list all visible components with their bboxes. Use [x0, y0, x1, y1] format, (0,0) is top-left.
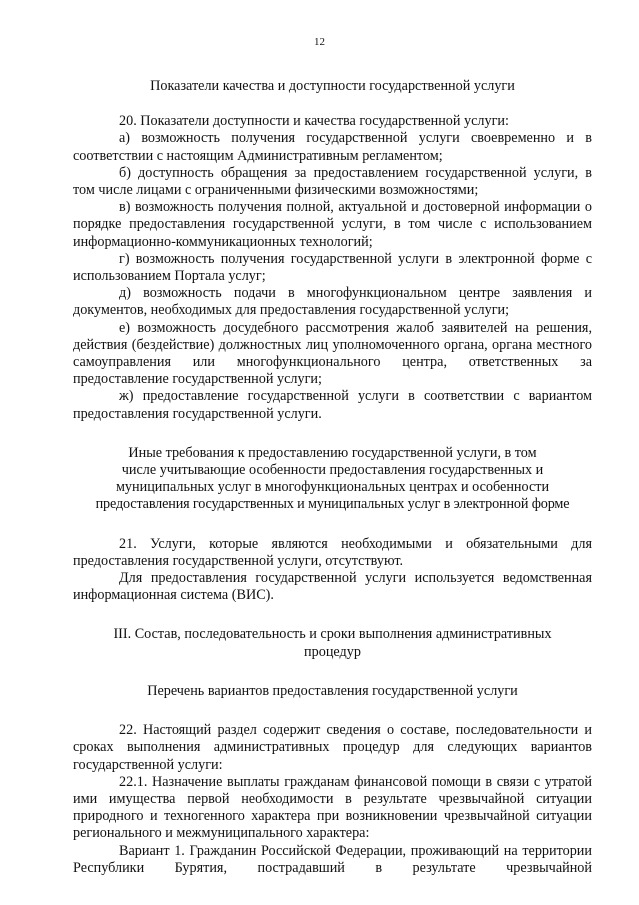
heading-section-3-line: процедур — [304, 643, 361, 660]
heading-section-3-line: III. Состав, последовательность и сроки выполнения административных — [113, 626, 552, 643]
paragraph-20-b: б) доступность обращения за предоставлением государственной услуги, в том числе лицами с ограниченными физическими возможностями; — [73, 164, 592, 199]
heading-other-requirements — [73, 445, 592, 514]
paragraph-21-vis: Для предоставления государственной услуги используется ведомственная информационная система (ВИС). — [73, 570, 592, 604]
paragraph-20-d: д) возможность подачи в многофункциональном центре заявления и документов, необходимых для предоставления государственной услуги; — [73, 285, 592, 319]
document-body — [73, 78, 592, 877]
heading-other-line: муниципальных услуг в многофункциональных центрах и особенности — [115, 479, 550, 496]
heading-section-3 — [73, 626, 592, 660]
paragraph-22-1: 22.1. Назначение выплаты гражданам финансовой помощи в связи с утратой ими имущества первой необходимости в результате чрезвычайной ситуации природного и техногенного характера при возникновении чрезвычайной ситуации регионального и межмуниципального характера: — [73, 773, 592, 842]
paragraph-20: 20. Показатели доступности и качества государственной услуги: — [119, 113, 509, 130]
paragraph-22: 22. Настоящий раздел содержит сведения о составе, последовательности и сроках выполнения административных процедур для следующих вариантов государственной услуги: — [73, 722, 592, 773]
heading-variants: Перечень вариантов предоставления государственной услуги — [147, 682, 518, 699]
paragraph-20-v: в) возможность получения полной, актуальной и достоверной информации о порядке предоставления государственной услуги, в том числе с использованием информационно-коммуникационных технологий; — [73, 199, 592, 250]
heading-other-line: числе учитывающие особенности предоставления государственных и — [121, 462, 544, 479]
paragraph-21: 21. Услуги, которые являются необходимыми и обязательными для предоставления государственной услуги, отсутствуют. — [73, 535, 592, 569]
heading-other-line: предоставления государственных и муниципальных услуг в электронной форме — [95, 496, 570, 513]
paragraph-20-a: а) возможность получения государственной услуги своевременно и в соответствии с настоящим Административным регламентом; — [73, 130, 592, 164]
heading-quality: Показатели качества и доступности государственной услуги — [150, 78, 515, 94]
paragraph-variant-1: Вариант 1. Гражданин Российской Федерации, проживающий на территории Республики Бурятия, пострадавший в результате чрезвычайной — [73, 842, 592, 876]
heading-other-line: Иные требования к предоставлению государственной услуги, в том — [128, 444, 537, 461]
paragraph-20-g: г) возможность получения государственной услуги в электронной форме с использованием Портала услуг; — [73, 250, 592, 285]
page-number: 12 — [314, 36, 325, 48]
paragraph-20-zh: ж) предоставление государственной услуги в соответствии с вариантом предоставления государственной услуги. — [73, 388, 592, 422]
paragraph-20-e: е) возможность досудебного рассмотрения жалоб заявителей на решения, действия (бездействие) должностных лиц уполномоченного органа, органа местного самоуправления или многофункционального центра, ответственных за предоставление государственной услуги; — [73, 319, 592, 388]
